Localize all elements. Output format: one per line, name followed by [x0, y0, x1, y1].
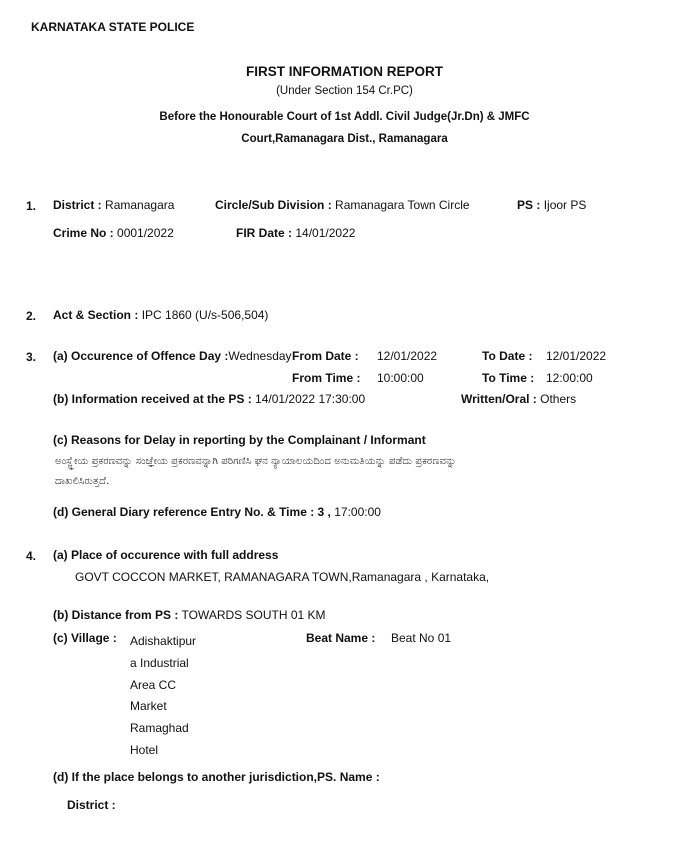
village-line: Area CC [130, 677, 177, 692]
jurisdiction-district-label: District : [67, 798, 116, 812]
district-value: Ramanagara [105, 198, 175, 212]
from-date-value: 12/01/2022 [377, 349, 438, 363]
delay-reason-line-1: ಅಂಸ್ಜ್ಞೇಯ ಪ್ರಕರಣವನ್ನು ಸಂಜ್ಞೇಯ ಪ್ರಕರಣವನ್ನಾಗಿ ಪರಿಗಣಿಸಿ ಘನ ನ್ಯಾಯಾಲಯದಿಂದ ಅನುಮತಿಯನ್ನು ಪಡೆದು ಪ್ರಕರಣವನ್ನು [55, 456, 457, 467]
offence-day-row [53, 349, 292, 363]
village-line: Ramaghad [130, 721, 189, 736]
district-label: District : [53, 198, 102, 212]
village-value [130, 631, 196, 762]
village-line: Adishaktipur [130, 634, 197, 648]
circle-label: Circle/Sub Division : [215, 198, 332, 212]
general-diary-label: (d) General Diary reference Entry No. & Time : 3 , [53, 505, 331, 519]
crime-label: Crime No : [53, 226, 114, 240]
from-time-value: 10:00:00 [377, 371, 424, 385]
act-row [53, 308, 268, 322]
village-line: a Industrial [130, 655, 189, 670]
act-value: IPC 1860 (U/s-506,504) [141, 308, 269, 322]
section-3-number: 3. [26, 350, 37, 364]
court-line-1: Before the Honourable Court of 1st Addl. Civil Judge(Jr.Dn) & JMFC [159, 111, 530, 123]
beat-name-label: Beat Name : [306, 631, 376, 645]
village-label: (c) Village : [53, 631, 117, 645]
general-diary-row [53, 505, 381, 519]
written-oral-value: Others [540, 392, 577, 406]
crime-row [53, 226, 174, 240]
written-oral-row [461, 392, 576, 406]
delay-reason-label: (c) Reasons for Delay in reporting by the Complainant / Informant [53, 433, 426, 447]
offence-day-label: (a) Occurence of Offence Day : [53, 349, 229, 363]
delay-reason-line-2: ದಾಖಲಿಸಿರುತ್ತದೆ. [55, 476, 110, 487]
from-date-label: From Date : [292, 349, 359, 363]
ps-value: Ijoor PS [543, 198, 587, 212]
beat-name-value: Beat No 01 [391, 631, 452, 645]
district-row [53, 198, 174, 212]
section-2-number: 2. [26, 309, 37, 323]
agency-name: KARNATAKA STATE POLICE [31, 20, 195, 34]
section-4-number: 4. [26, 549, 37, 563]
section-1-number: 1. [26, 199, 37, 213]
ps-label: PS : [517, 198, 541, 212]
to-date-label: To Date : [482, 349, 533, 363]
to-time-value: 12:00:00 [546, 371, 593, 385]
act-label: Act & Section : [53, 308, 139, 322]
general-diary-time: 17:00:00 [334, 505, 381, 519]
offence-day-value: Wednesday [228, 349, 292, 363]
court-line-2: Court,Ramanagara Dist., Ramanagara [241, 133, 448, 145]
info-received-label: (b) Information received at the PS : [53, 392, 252, 406]
written-oral-label: Written/Oral : [461, 392, 537, 406]
circle-row [215, 198, 470, 212]
report-title: FIRST INFORMATION REPORT [246, 64, 443, 79]
village-line: Market [130, 699, 167, 714]
report-subtitle: (Under Section 154 Cr.PC) [276, 85, 413, 97]
place-address: GOVT COCCON MARKET, RAMANAGARA TOWN,Ramanagara , Karnataka, [75, 570, 490, 584]
fir-date-value: 14/01/2022 [295, 226, 356, 240]
village-line: Hotel [130, 742, 159, 757]
info-received-row [53, 392, 365, 406]
distance-label: (b) Distance from PS : [53, 608, 179, 622]
fir-date-label: FIR Date : [236, 226, 293, 240]
ps-row [517, 198, 586, 212]
crime-value: 0001/2022 [117, 226, 174, 240]
from-time-label: From Time : [292, 371, 361, 385]
place-label: (a) Place of occurence with full address [53, 548, 279, 562]
circle-value: Ramanagara Town Circle [335, 198, 470, 212]
jurisdiction-label: (d) If the place belongs to another jurisdiction,PS. Name : [53, 770, 380, 784]
fir-date-row [236, 226, 355, 240]
distance-row [53, 608, 326, 622]
to-date-value: 12/01/2022 [546, 349, 607, 363]
to-time-label: To Time : [482, 371, 535, 385]
distance-value: TOWARDS SOUTH 01 KM [181, 608, 326, 622]
info-received-value: 14/01/2022 17:30:00 [255, 392, 366, 406]
